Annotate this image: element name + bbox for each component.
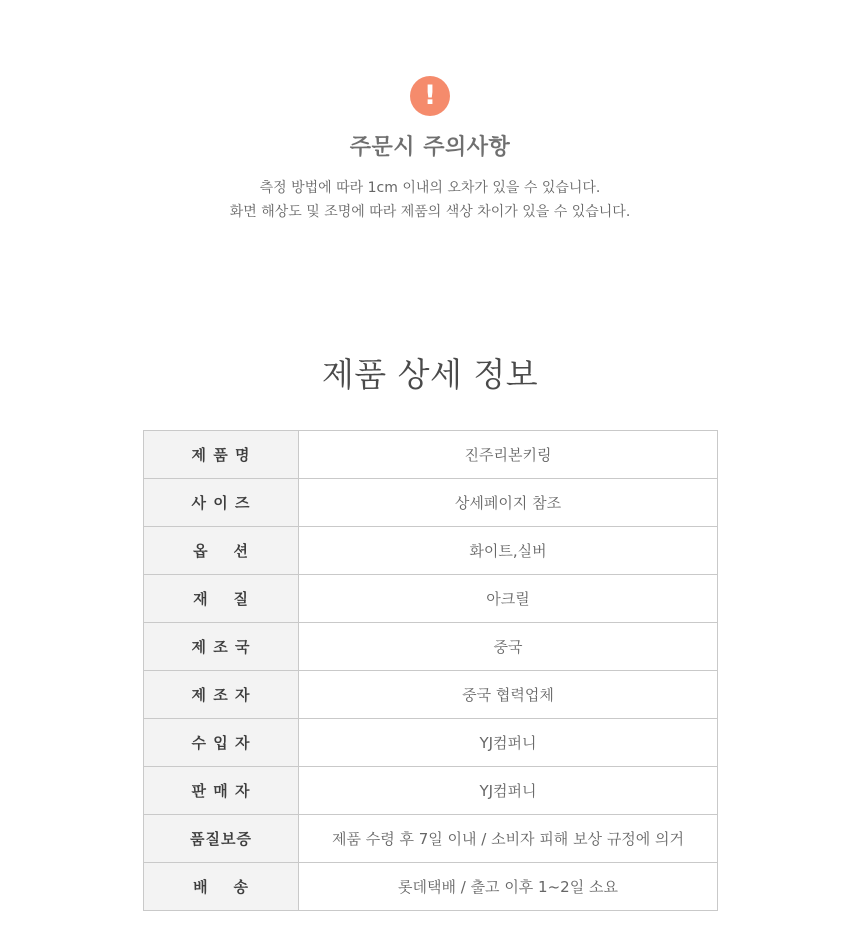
notice-line: 측정 방법에 따라 1cm 이내의 오차가 있을 수 있습니다. bbox=[259, 180, 601, 196]
spec-label: 재 질 bbox=[144, 575, 299, 623]
spec-value: 중국 협력업체 bbox=[299, 671, 718, 719]
table-row bbox=[144, 623, 718, 671]
spec-value: 진주리본키링 bbox=[299, 431, 718, 479]
table-row bbox=[144, 863, 718, 911]
spec-label: 수 입 자 bbox=[144, 719, 299, 767]
spec-value: YJ컴퍼니 bbox=[299, 767, 718, 815]
table-row bbox=[144, 767, 718, 815]
spec-value: 중국 bbox=[299, 623, 718, 671]
spec-value: YJ컴퍼니 bbox=[299, 719, 718, 767]
spec-label: 판 매 자 bbox=[144, 767, 299, 815]
spec-value: 화이트,실버 bbox=[299, 527, 718, 575]
spec-value: 롯데택배 / 출고 이후 1~2일 소요 bbox=[398, 878, 618, 896]
table-row bbox=[144, 575, 718, 623]
table-row bbox=[144, 527, 718, 575]
exclamation-icon: ! bbox=[410, 76, 450, 116]
spec-value: 아크릴 bbox=[299, 575, 718, 623]
table-row bbox=[144, 815, 718, 863]
table-row bbox=[144, 671, 718, 719]
notice-line: 화면 해상도 및 조명에 따라 제품의 색상 차이가 있을 수 있습니다. bbox=[229, 204, 631, 220]
product-spec-table bbox=[143, 430, 718, 911]
spec-value: 상세페이지 참조 bbox=[299, 479, 718, 527]
spec-label: 옵 션 bbox=[144, 527, 299, 575]
spec-value: 제품 수령 후 7일 이내 / 소비자 피해 보상 규정에 의거 bbox=[299, 815, 718, 863]
section-title: 제품 상세 정보 bbox=[321, 355, 539, 394]
spec-label: 제 품 명 bbox=[144, 431, 299, 479]
notice-title: 주문시 주의사항 bbox=[349, 135, 511, 160]
spec-label: 제 조 국 bbox=[144, 623, 299, 671]
spec-label: 품질보증 bbox=[144, 815, 299, 863]
table-row bbox=[144, 431, 718, 479]
spec-label: 제 조 자 bbox=[144, 671, 299, 719]
table-row bbox=[144, 719, 718, 767]
spec-label: 사 이 즈 bbox=[144, 479, 299, 527]
spec-label: 배 송 bbox=[144, 863, 299, 911]
table-row bbox=[144, 479, 718, 527]
